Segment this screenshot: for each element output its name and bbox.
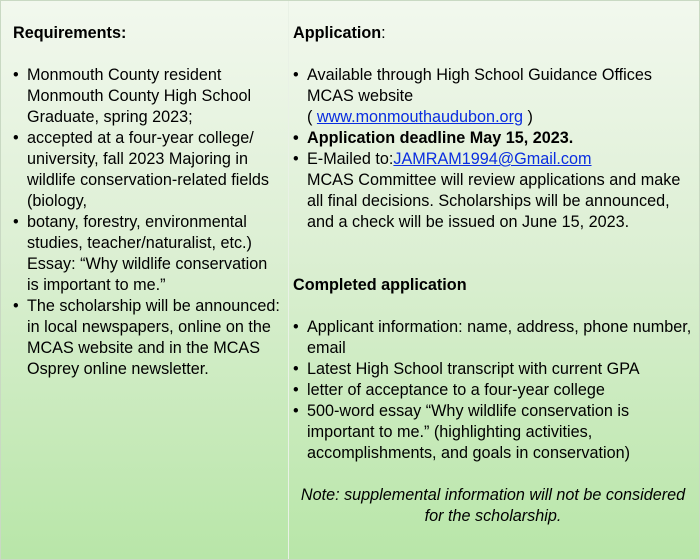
requirements-list (13, 65, 283, 380)
requirements-column (13, 23, 283, 380)
requirement-item-college: • accepted at a four-year college/ university, fall 2023 Majoring in wildlife conservation-related fields (biology, (13, 128, 283, 212)
application-item-deadline: • Application deadline May 15, 2023. (293, 128, 693, 149)
email-prefix: E-Mailed to: (307, 150, 394, 168)
email-link[interactable]: JAMRAM1994@Gmail.com (393, 150, 592, 168)
completed-application-heading: Completed application (293, 276, 467, 294)
completed-item-transcript: • Latest High School transcript with current GPA (293, 359, 693, 380)
requirement-item-announcement: • The scholarship will be announced: in local newspapers, online on the MCAS website and in the MCAS Osprey online newsletter. (13, 296, 283, 380)
application-heading-colon: : (381, 24, 386, 42)
website-link[interactable]: www.monmouthaudubon.org (316, 108, 523, 126)
application-column (293, 23, 693, 527)
application-item-availability (293, 65, 693, 128)
application-heading-text: Application (293, 24, 382, 42)
website-open-paren: ( (307, 108, 313, 126)
application-heading (293, 23, 693, 44)
completed-item-essay: • 500-word essay “Why wildlife conservation is important to me.” (highlighting activities, accomplishments, and goals in conservation) (293, 401, 693, 464)
application-list (293, 65, 693, 233)
requirement-item-fields-essay: • botany, forestry, environmental studies, teacher/naturalist, etc.) Essay: “Why wildlife conservation is important to me.” (13, 212, 283, 296)
supplemental-note: Note: supplemental information will not be considered for the scholarship. (300, 486, 686, 525)
website-close-paren: ) (527, 108, 533, 126)
completed-application-list (293, 317, 693, 464)
committee-text: MCAS Committee will review applications and make all final decisions. Scholarships will be announced, and a check will be issued on June 15, 2023. (307, 171, 681, 231)
requirement-item-residency: • Monmouth County resident Monmouth County High School Graduate, spring 2023; (13, 65, 283, 128)
column-divider (288, 1, 289, 559)
completed-item-applicant-info: • Applicant information: name, address, phone number, email (293, 317, 693, 359)
section-gap (293, 233, 693, 275)
application-item-email (293, 149, 693, 233)
completed-item-acceptance: • letter of acceptance to a four-year college (293, 380, 693, 401)
availability-text: Available through High School Guidance Offices MCAS website (307, 66, 652, 105)
requirements-heading: Requirements: (13, 24, 127, 42)
